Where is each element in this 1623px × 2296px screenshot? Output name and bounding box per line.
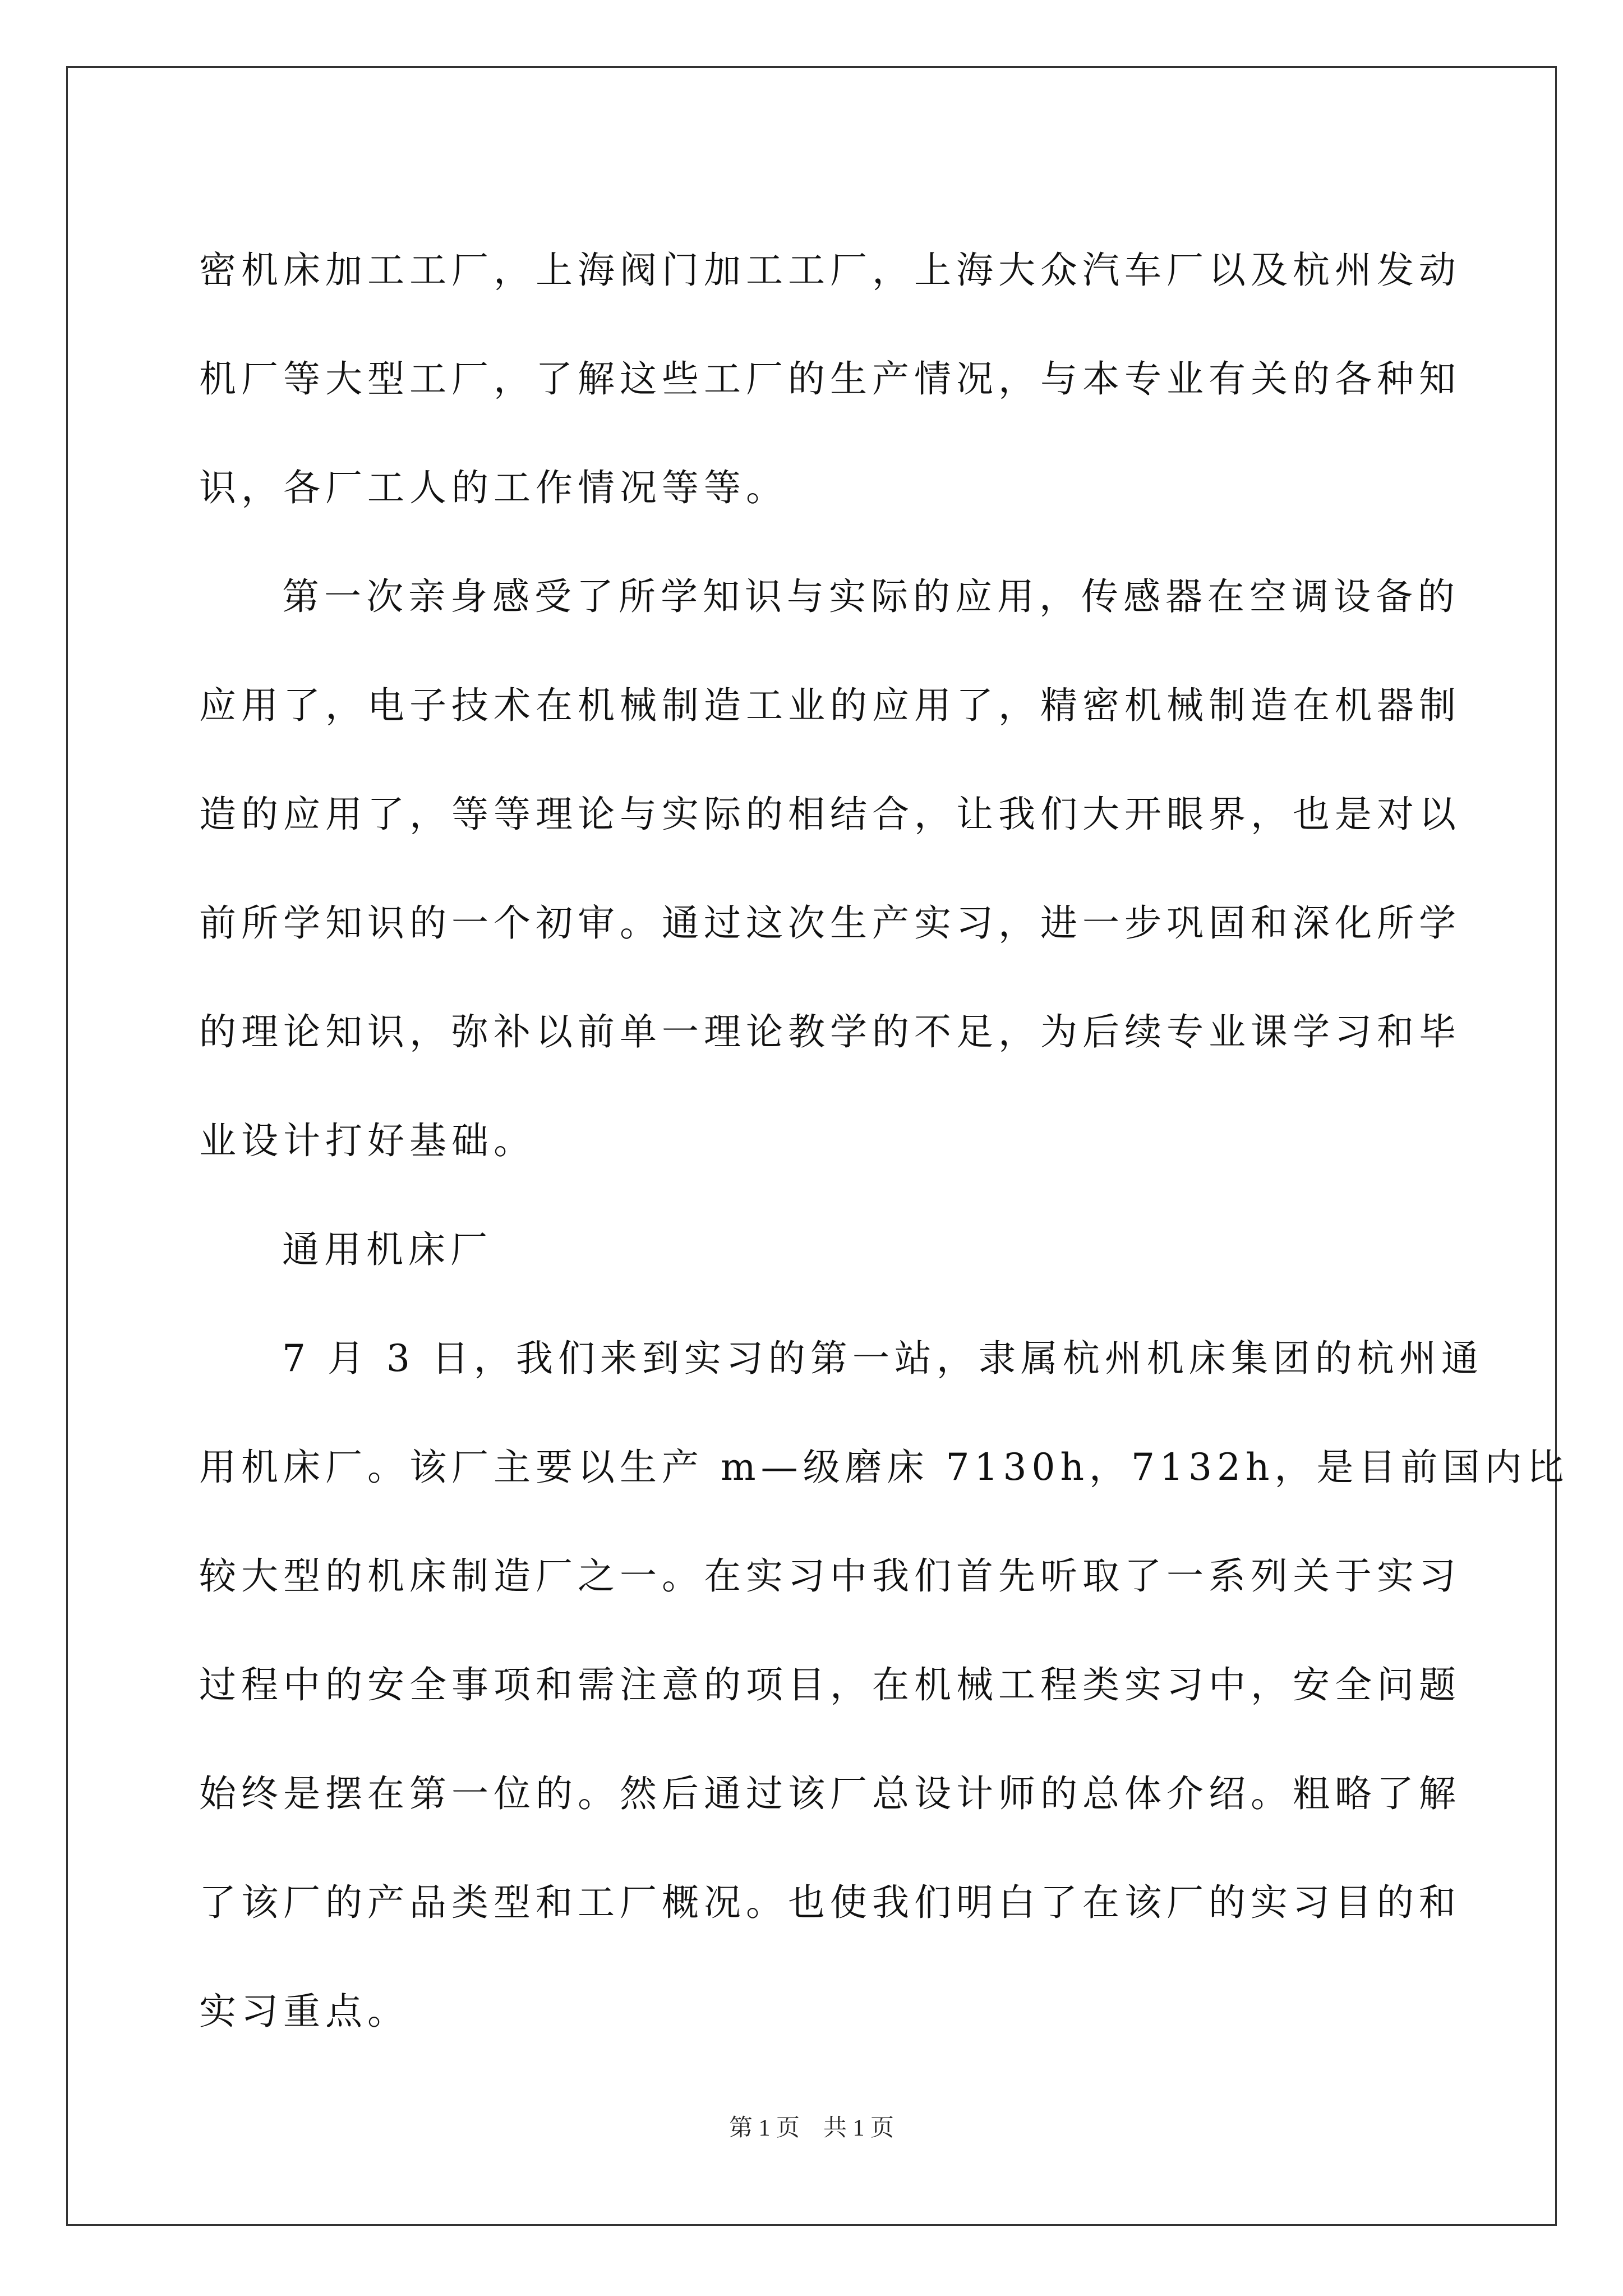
text-line: 业设计打好基础。 — [199, 1119, 536, 1162]
text-line: 识，各厂工人的工作情况等等。 — [199, 466, 788, 509]
text-line: 应用了，电子技术在机械制造工业的应用了，精密机械制造在机器制 — [199, 684, 1461, 727]
text-line: 机厂等大型工厂，了解这些工厂的生产情况，与本专业有关的各种知 — [199, 357, 1461, 401]
text-line: 较大型的机床制造厂之一。在实习中我们首先听取了一系列关于实习 — [199, 1554, 1461, 1598]
paragraph-first-line: 第一次亲身感受了所学知识与实际的应用，传感器在空调设备的 — [282, 575, 1460, 618]
paragraph-first-line: 7 月 3 日，我们来到实习的第一站，隶属杭州机床集团的杭州通 — [282, 1337, 1483, 1380]
text-line: 造的应用了，等等理论与实际的相结合，让我们大开眼界，也是对以 — [199, 793, 1461, 836]
document-body — [199, 216, 1569, 2066]
text-line: 前所学知识的一个初审。通过这次生产实习，进一步巩固和深化所学 — [199, 901, 1461, 945]
section-heading: 通用机床厂 — [282, 1228, 492, 1271]
text-line: 了该厂的产品类型和工厂概况。也使我们明白了在该厂的实习目的和 — [199, 1881, 1461, 1924]
page-number: 第 1 页 共 1 页 — [728, 2115, 894, 2141]
text-line: 的理论知识，弥补以前单一理论教学的不足，为后续专业课学习和毕 — [199, 1010, 1461, 1053]
text-line: 实习重点。 — [199, 1990, 409, 2033]
text-line: 过程中的安全事项和需注意的项目，在机械工程类实习中，安全问题 — [199, 1663, 1461, 1706]
text-line: 始终是摆在第一位的。然后通过该厂总设计师的总体介绍。粗略了解 — [199, 1772, 1461, 1815]
text-line: 用机床厂。该厂主要以生产 m—级磨床 7130h，7132h，是目前国内比 — [199, 1446, 1569, 1489]
text-line: 密机床加工工厂，上海阀门加工工厂，上海大众汽车厂以及杭州发动 — [199, 249, 1461, 292]
